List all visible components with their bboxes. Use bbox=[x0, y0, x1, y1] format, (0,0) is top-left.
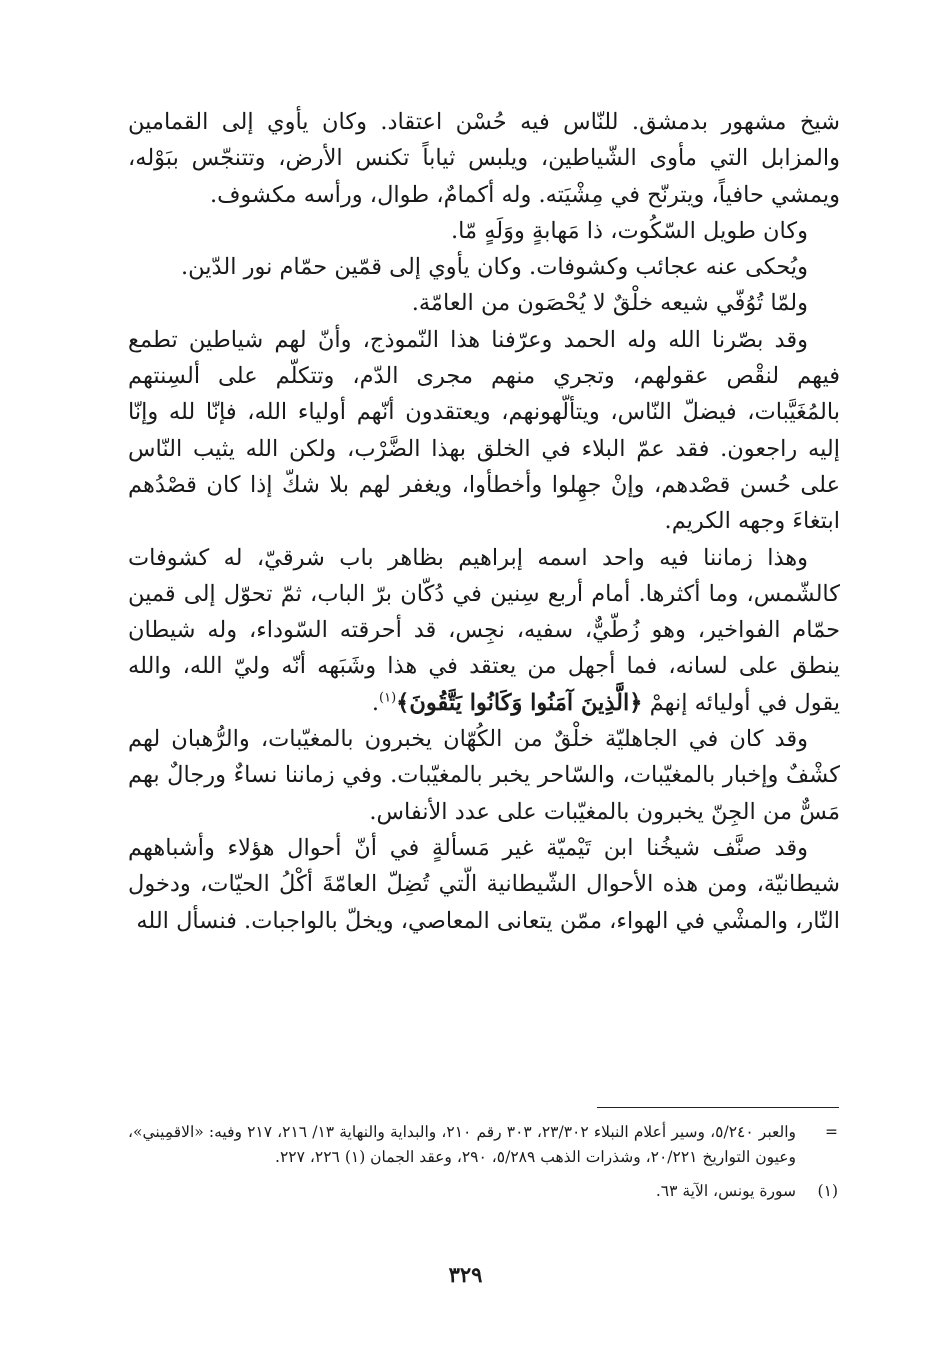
paragraph-6-text: وهذا زماننا فيه واحد اسمه إبراهيم بظاهر باب شرقيّ، له كشوفات كالشّمس، وما أكثرها. أمام أربع سِنين في دُكّان برّ الباب، ثمّ تحوّل إلى قمين حمّام الفواخير، وهو زُطّيٌّ، سفيه، نجِس، قد أحرقته السّوداء، وله شيطان ينطق على لسانه، فما أجهل من يعتقد في هذا وشَبَهه أنّه وليّ الله، والله يقول في أوليائه إنهمْ bbox=[128, 544, 840, 716]
page-body bbox=[128, 104, 840, 939]
paragraph-2: وكان طويل السّكُوت، ذا مَهابةٍ ووَلَهٍ مّا. bbox=[451, 217, 808, 244]
main-text bbox=[128, 104, 840, 939]
paragraph-8: وقد صنَّف شيخُنا ابن تَيْميّة غير مَسألةٍ في أنّ أحوال هؤلاء وأشباههم شيطانيّة، ومن هذه الأحوال الشّيطانية الّتي تُضِلّ العامّةَ أكْلُ الحيّات، ودخول النّار، والمشْي في الهواء، ممّن يتعانى المعاصي، ويخلّ بالواجبات. فنسأل الله bbox=[128, 834, 840, 934]
paragraph-1: شيخ مشهور بدمشق. للنّاس فيه حُسْن اعتقاد. وكان يأوي إلى القمامين والمزابل التي مأوى الشّياطين، ويلبس ثياباً تكنس الأرض، وتتنجّس ببَوْله، ويمشي حافياً، ويترنّح في مِشْيَته. وله أكمامٌ، طوال، ورأسه مكشوف. bbox=[128, 109, 840, 208]
footnote-separator bbox=[597, 1107, 839, 1108]
footnote-marker: (١) bbox=[817, 1182, 838, 1200]
footnote-reference[interactable]: (١) bbox=[379, 690, 397, 706]
paragraph-5: وقد بصّرنا الله وله الحمد وعرّفنا هذا النّموذج، وأنّ لهم شياطين تطمع فيهم لنقْص عقولهم، وتجري منهم مجرى الدّم، وتتكلّم على ألسِنتهم بالمُغَيَّبات، فيضلّ النّاس، ويتألّهونهم، ويعتقدون أنّهم أولياء الله، فإنّا لله وإنّا إليه راجعون. فقد عمّ البلاء في الخلق بهذا الضَّرْب، ولكن الله يثيب النّاس على حُسن قصْدهم، وإنْ جهِلوا وأخطأوا، ويغفر لهم بلا شكّ إذا كان قصْدُهم ابتغاءَ وجهه الكريم. bbox=[128, 326, 840, 535]
paragraph-4: ولمّا تُوُفّي شيعه خلْقٌ لا يُحْصَون من العامّة. bbox=[411, 290, 808, 317]
paragraph-3: ويُحكى عنه عجائب وكشوفات. وكان يأوي إلى قمّين حمّام نور الدّين. bbox=[180, 254, 808, 281]
footnote-marker: = bbox=[825, 1123, 838, 1141]
paragraph-7: وقد كان في الجاهليّة خلْقٌ من الكُهّان يخبرون بالمغيّبات، والرُّهبان لهم كشْفٌ وإخبار بالمغيّبات، والسّاحر يخبر بالمغيّبات. وفي زماننا نساءٌ ورجالٌ بهم مَسٌّ من الجِنّ يخبرون بالمغيّبات على عدد الأنفاس. bbox=[128, 726, 840, 825]
footnotes bbox=[128, 1120, 840, 1204]
quran-verse: ﴿الَّذِينَ آمَنُوا وَكَانُوا يَتَّقُونَ﴾ bbox=[396, 689, 643, 716]
footnote-text: والعبر ٥/٢٤٠، وسير أعلام النبلاء ٢٣/٣٠٢، ٣٠٣ رقم ٢١٠، والبداية والنهاية ١٣/ ٢١٦، ٢١٧ وفيه: «الاقمِيني»، وعيون التواريخ ٢٠/٢٢١، وشذرات الذهب ٥/٢٨٩، ٢٩٠، وعقد الجمان (١) ٢٢٦، ٢٢٧. bbox=[128, 1123, 796, 1166]
paragraph-6 bbox=[128, 540, 840, 721]
footnote-1 bbox=[128, 1179, 840, 1204]
paragraph-6-tail: . bbox=[371, 689, 380, 716]
footnote-text: سورة يونس، الآية ٦٣. bbox=[655, 1182, 796, 1200]
page-number: ٣٢٩ bbox=[448, 1262, 483, 1287]
footnote-continuation bbox=[128, 1120, 840, 1170]
